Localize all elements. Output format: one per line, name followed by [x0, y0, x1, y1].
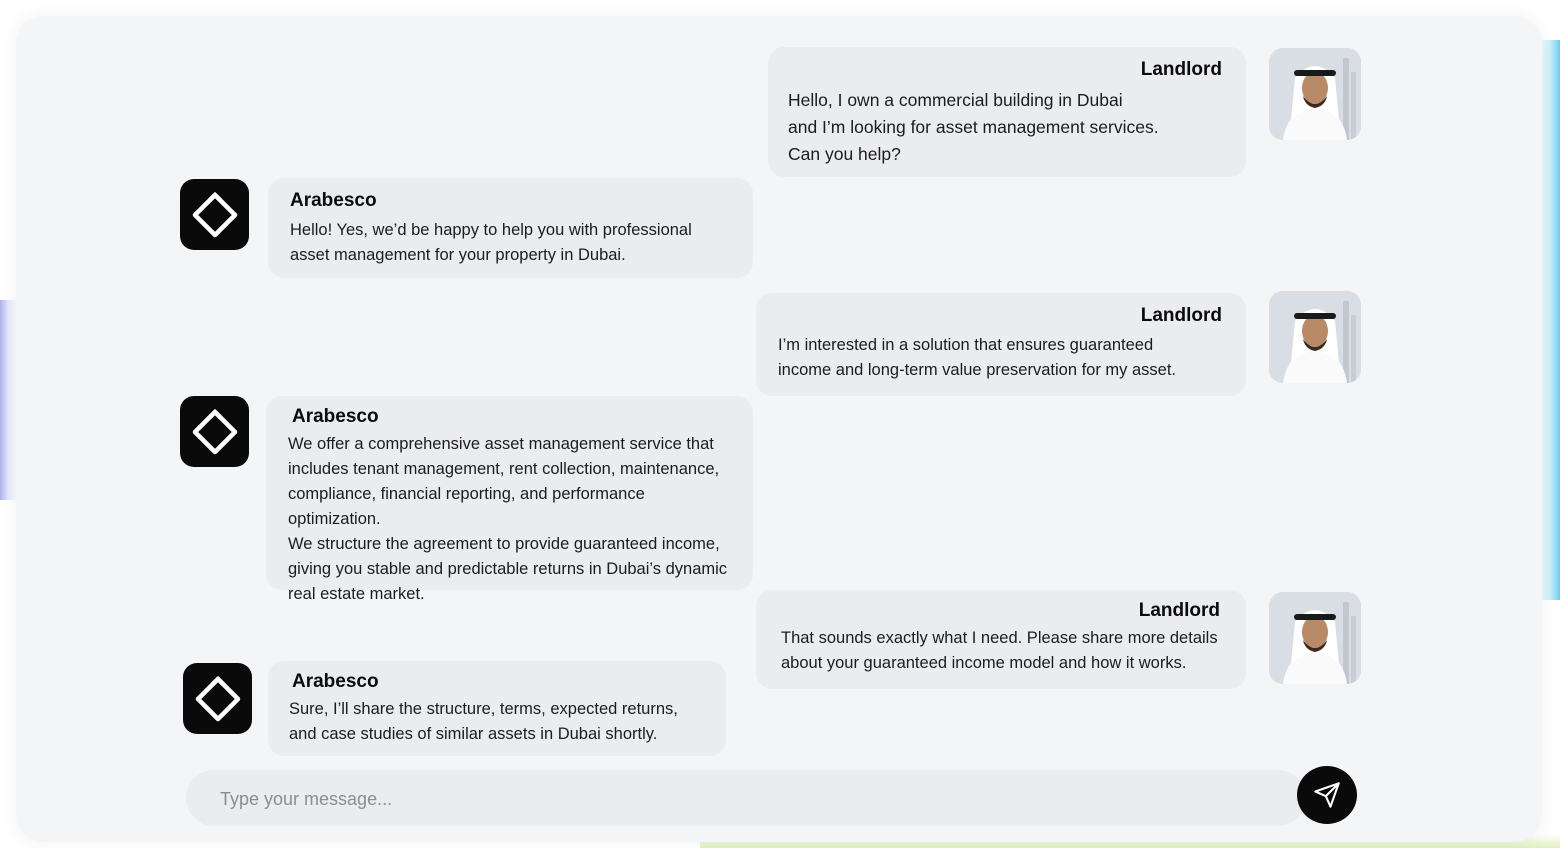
- message-bubble-landlord: [768, 47, 1246, 177]
- arabesco-logo-icon: [194, 675, 242, 723]
- sender-name: Landlord: [1140, 59, 1222, 80]
- landlord-avatar-icon: [1269, 291, 1361, 383]
- sender-name: Arabesco: [290, 190, 377, 211]
- arabesco-logo-icon: [191, 408, 239, 456]
- message-input[interactable]: [218, 770, 1262, 828]
- arabesco-avatar: [180, 396, 249, 467]
- message-text: Hello! Yes, we’d be happy to help you with professional asset management for your property in Dubai.: [290, 221, 692, 264]
- arabesco-logo-icon: [191, 191, 239, 239]
- message-text: I’m interested in a solution that ensures guaranteed income and long-term value preservation for my asset.: [778, 336, 1177, 379]
- arabesco-avatar: [180, 179, 249, 250]
- landlord-avatar-icon: [1269, 48, 1361, 140]
- landlord-avatar: [1269, 291, 1361, 383]
- landlord-avatar: [1269, 48, 1361, 140]
- message-bubble-landlord: [756, 293, 1246, 396]
- message-composer: [186, 770, 1306, 826]
- message-text: Hello, I own a commercial building in Dubai and I’m looking for asset management services. Can you help?: [788, 90, 1159, 164]
- sender-name: Arabesco: [292, 671, 379, 692]
- sender-name: Landlord: [1140, 305, 1222, 326]
- send-icon: [1313, 781, 1341, 809]
- message-bubble-landlord: [756, 590, 1246, 689]
- send-button[interactable]: [1297, 766, 1357, 824]
- message-text: That sounds exactly what I need. Please share more details about your guaranteed income model and how it works.: [781, 629, 1218, 672]
- sender-name: Arabesco: [292, 406, 379, 427]
- arabesco-avatar: [183, 663, 252, 734]
- landlord-avatar-icon: [1269, 592, 1361, 684]
- message-text: We offer a comprehensive asset management service that includes tenant management, rent collection, maintenance, compliance, financial reporting, and performance optimization. We structure the agreement to provide guaranteed income, giving you stable and predictable returns in Dubai’s dynamic real estate market.: [288, 435, 728, 603]
- message-text: Sure, I’ll share the structure, terms, expected returns, and case studies of similar assets in Dubai shortly.: [289, 700, 678, 743]
- landlord-avatar: [1269, 592, 1361, 684]
- sender-name: Landlord: [1138, 600, 1220, 621]
- message-bubble-arabesco: [268, 661, 726, 756]
- message-bubble-arabesco: [268, 178, 753, 278]
- message-bubble-arabesco: [266, 396, 753, 603]
